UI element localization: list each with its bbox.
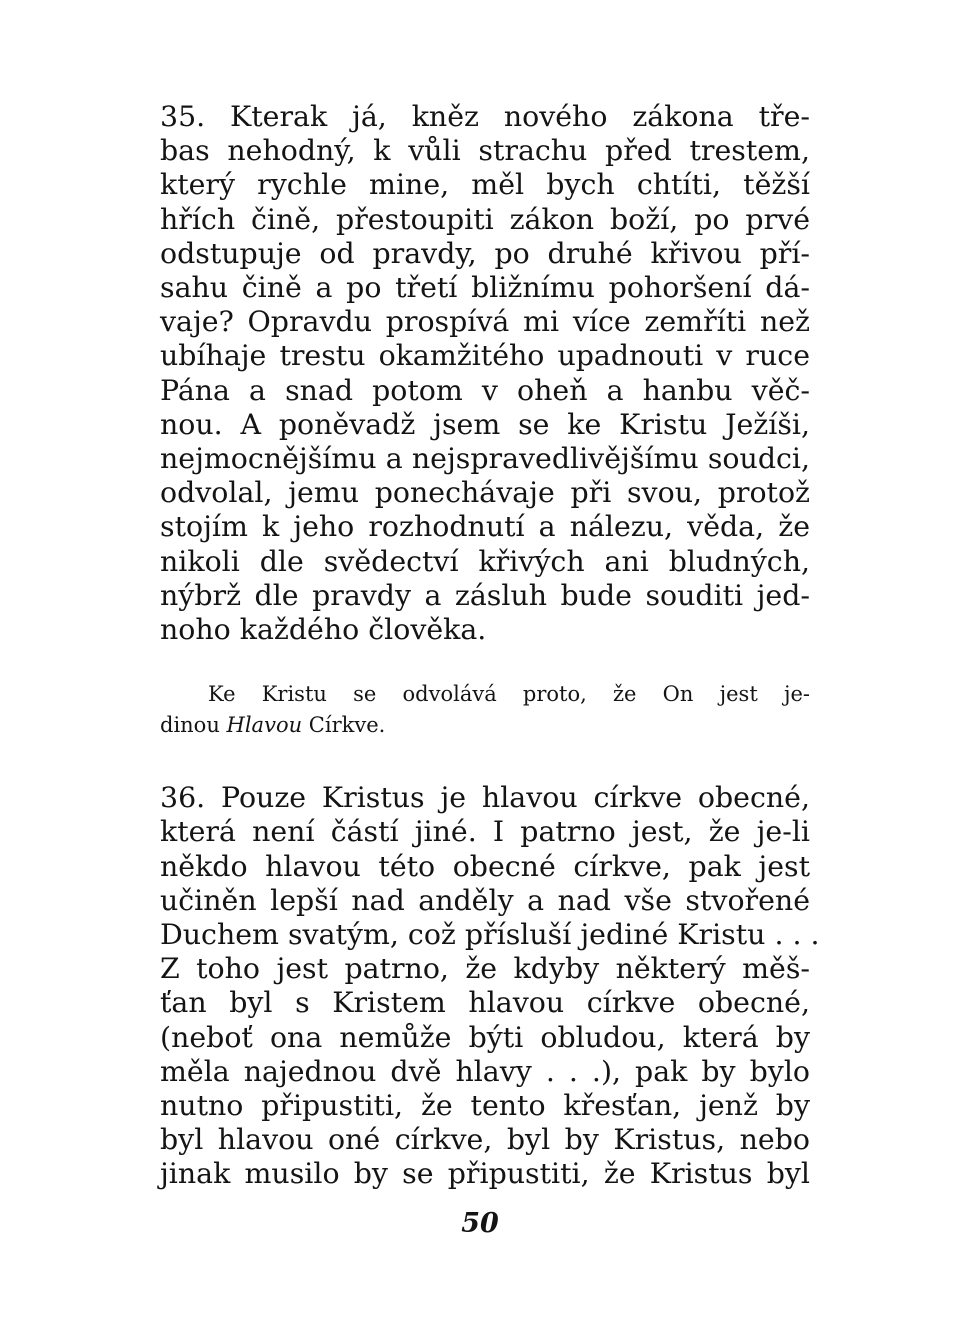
- text-line: 36. Pouze Kristus je hlavou církve obecné,: [160, 781, 810, 815]
- text-line: noho každého člověka.: [160, 613, 487, 647]
- text-line: nutno připustiti, že tento křesťan, jenž by: [160, 1089, 810, 1123]
- paragraph-35: [160, 100, 810, 647]
- text-line: nou. A poněvadž jsem se ke Kristu Ježíši,: [160, 407, 810, 441]
- heading-text: dinou: [160, 713, 227, 738]
- text-line: Duchem svatým, což přísluší jediné Kristu . . .: [160, 918, 820, 952]
- page-body: [160, 100, 820, 1192]
- text-line: který rychle mine, měl bych chtíti, těžší: [160, 168, 810, 202]
- text-line: měla najednou dvě hlavy . . .), pak by bylo: [160, 1054, 810, 1088]
- text-line: sahu čině a po třetí bližnímu pohoršení dá-: [160, 271, 810, 305]
- paragraph-36: [160, 781, 820, 1191]
- text-line: Z toho jest patrno, že kdyby některý měš-: [160, 952, 810, 986]
- text-line: nikoli dle svědectví křivých ani bludných,: [160, 544, 810, 578]
- text-line: někdo hlavou této obecné církve, pak jest: [160, 849, 810, 883]
- heading-text: Církve.: [302, 713, 386, 738]
- text-line: vaje? Opravdu prospívá mi více zemříti než: [160, 305, 810, 339]
- text-line: odvolal, jemu ponechávaje při svou, protož: [160, 476, 810, 510]
- text-line: odstupuje od pravdy, po druhé křivou pří-: [160, 236, 810, 270]
- section-heading: [160, 679, 810, 741]
- text-line: stojím k jeho rozhodnutí a nálezu, věda, že: [160, 510, 810, 544]
- text-line: 35. Kterak já, kněz nového zákona tře-: [160, 100, 810, 133]
- text-line: bas nehodný, k vůli strachu před trestem,: [160, 134, 810, 168]
- text-line: která není částí jiné. I patrno jest, že je-li: [160, 815, 810, 849]
- heading-emphasis: Hlavou: [226, 713, 303, 738]
- text-line: ťan byl s Kristem hlavou církve obecné,: [160, 986, 810, 1020]
- text-line: učiněn lepší nad anděly a nad vše stvořené: [160, 883, 810, 917]
- text-line: byl hlavou oné církve, byl by Kristus, nebo: [160, 1123, 810, 1157]
- text-line: jinak musilo by se připustiti, že Kristus byl: [160, 1157, 810, 1191]
- text-line: nýbrž dle pravdy a zásluh bude souditi jed-: [160, 578, 810, 612]
- text-line: (neboť ona nemůže býti obludou, která by: [160, 1020, 810, 1054]
- page-number: 50: [461, 1208, 499, 1239]
- text-line: ubíhaje trestu okamžitého upadnouti v ruce: [160, 339, 810, 373]
- text-line: Pána a snad potom v oheň a hanbu věč-: [160, 373, 810, 407]
- text-line: hřích čině, přestoupiti zákon boží, po prvé: [160, 202, 810, 236]
- heading-line: [160, 710, 810, 741]
- text-line: nejmocnějšímu a nejspravedlivějšímu soudci,: [160, 442, 810, 476]
- heading-line: Ke Kristu se odvolává proto, že On jest je-: [208, 682, 810, 707]
